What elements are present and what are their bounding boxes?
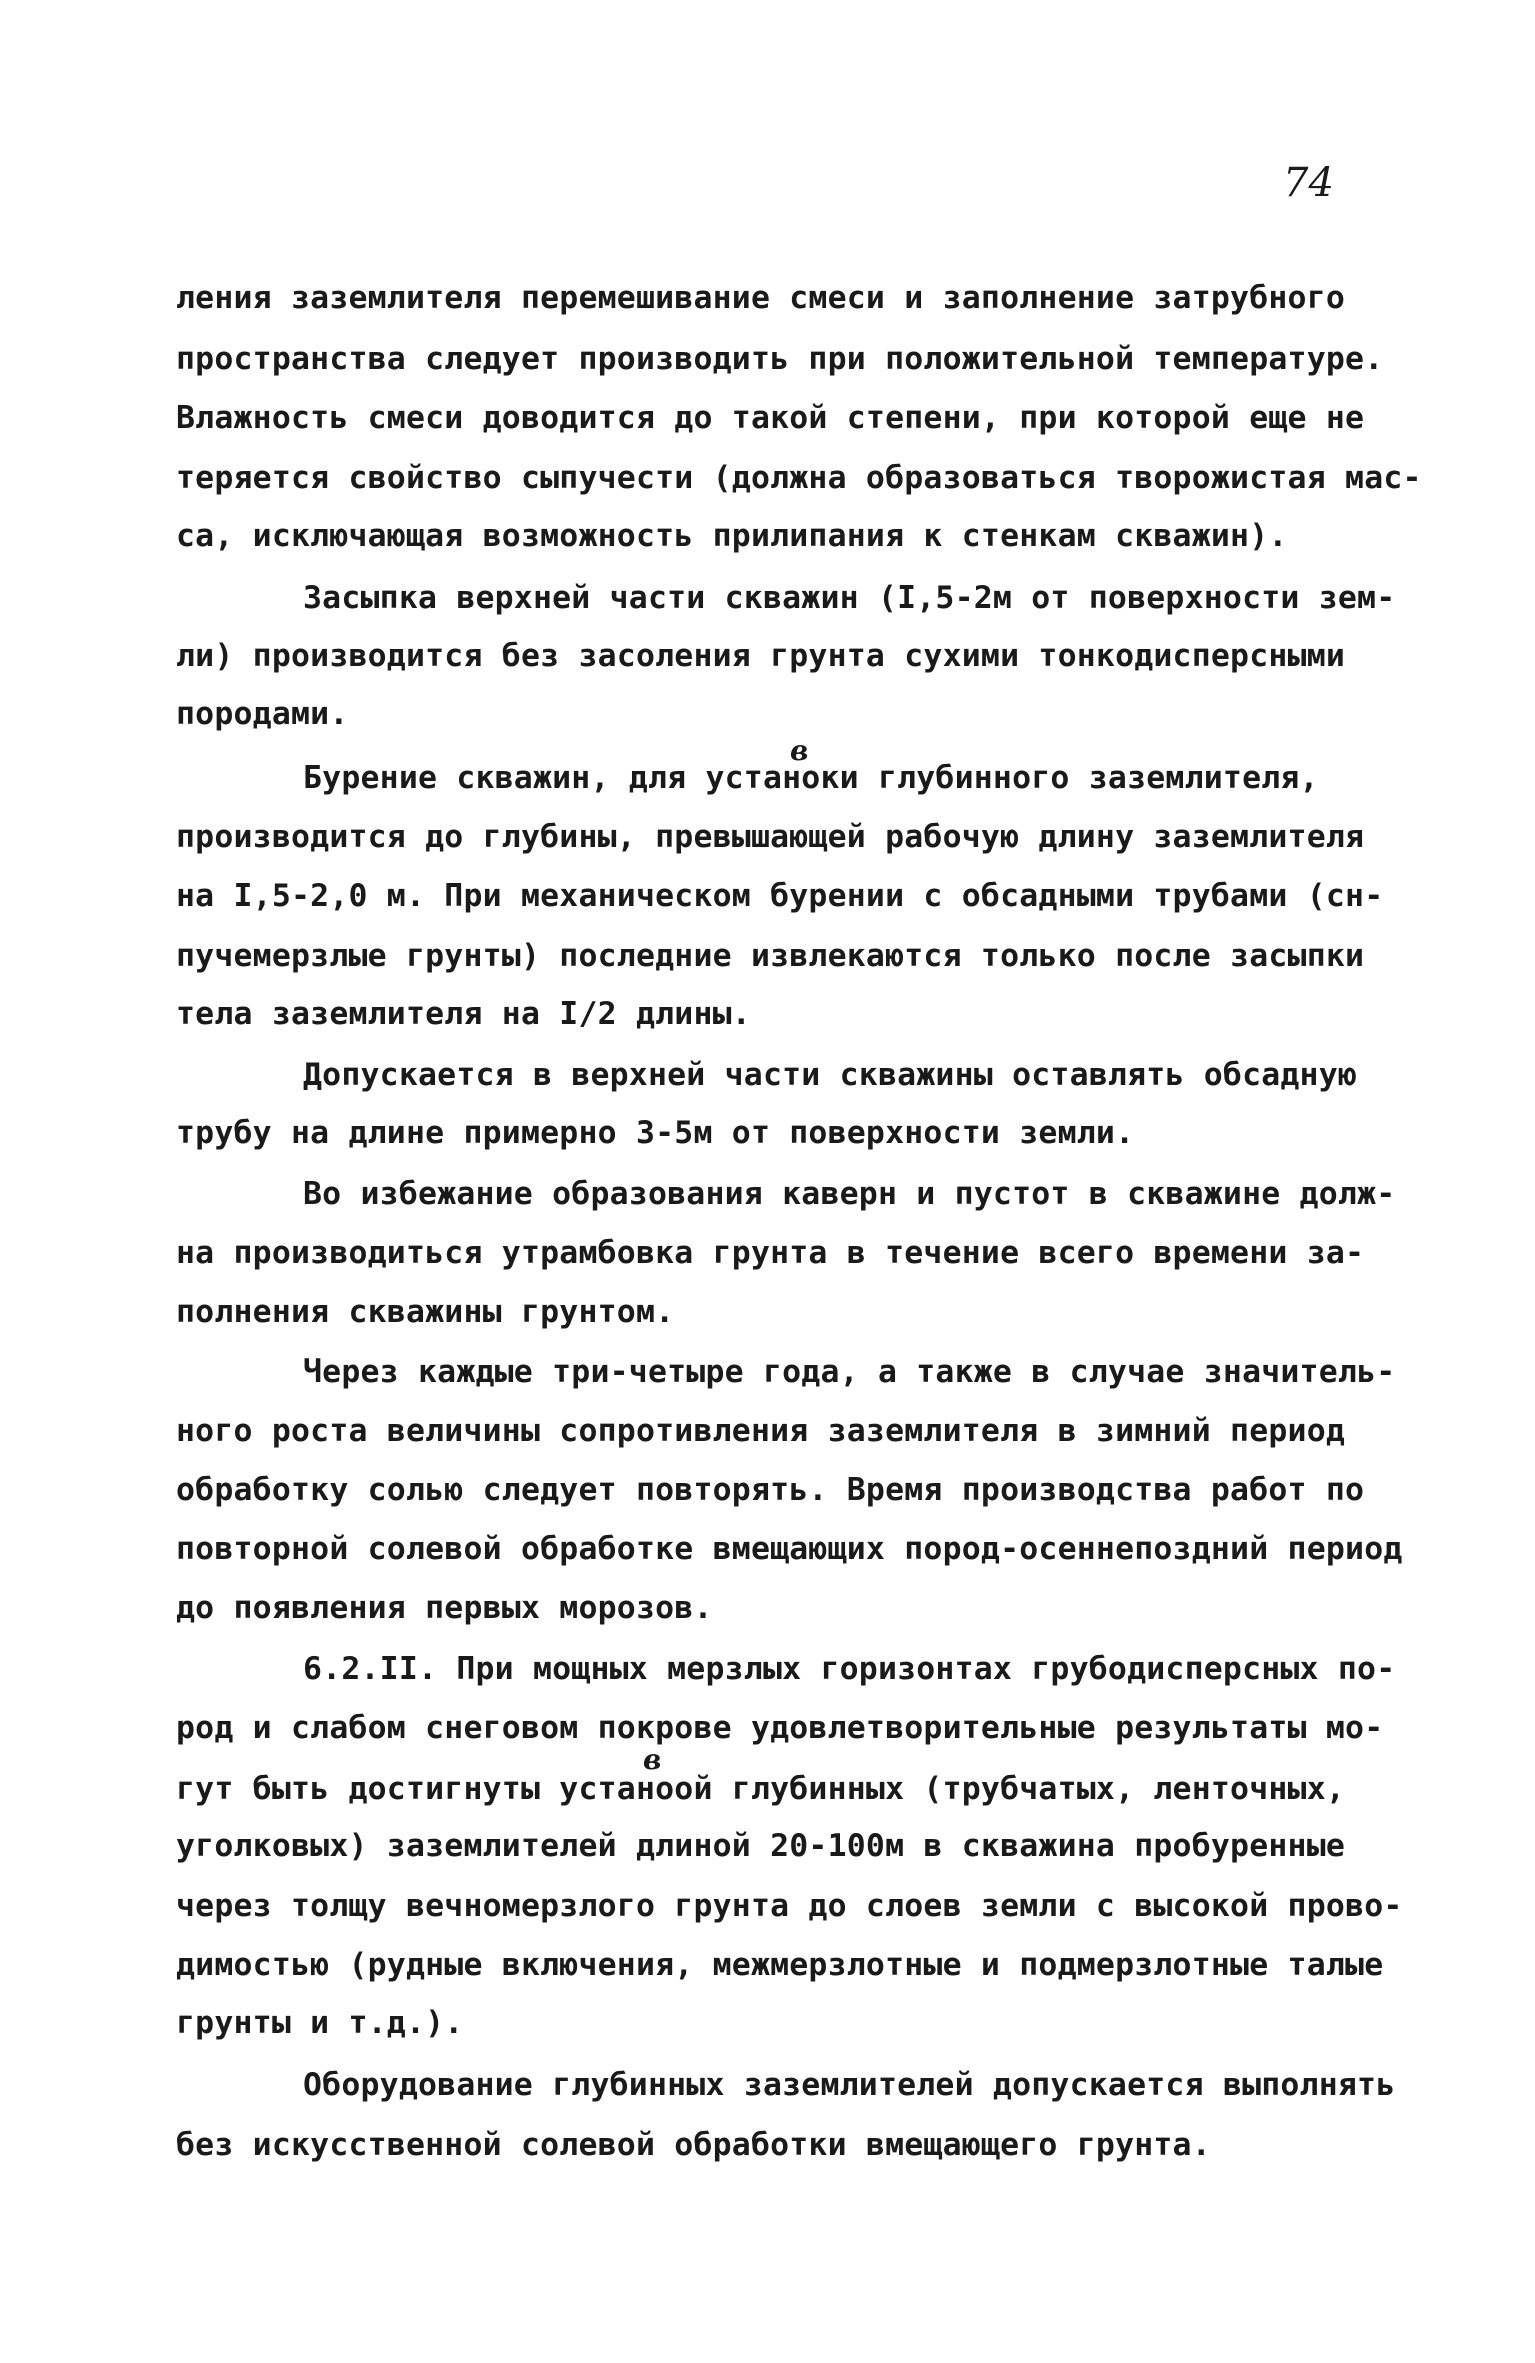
text-line: Во избежание образования каверн и пустот в скважине долж- <box>303 1176 1396 1212</box>
text-line: 6.2.II. При мощных мерзлых горизонтах грубодисперсных по- <box>303 1651 1396 1687</box>
text-line: до появления первых морозов. <box>176 1590 713 1626</box>
text-line: димостью (рудные включения, межмерзлотные и подмерзлотные талые <box>176 1947 1384 1983</box>
handwritten-insertion: в <box>643 1743 662 1776</box>
text-line: ли) производится без засоления грунта сухими тонкодисперсными <box>176 638 1346 674</box>
text-line: Засыпка верхней части скважин (I,5-2м от поверхности зем- <box>303 580 1396 616</box>
text-line: пространства следует производить при положительной температуре. <box>176 341 1384 377</box>
text-line: производится до глубины, превышающей рабочую длину заземлителя <box>176 819 1365 855</box>
text-line: теряется свойство сыпучести (должна образоваться творожистая мас- <box>176 460 1422 496</box>
text-line: обработку солью следует повторять. Время производства работ по <box>176 1472 1365 1508</box>
text-line: пучемерзлые грунты) последние извлекаются только после засыпки <box>176 938 1365 974</box>
text-line: полнения скважины грунтом. <box>176 1294 675 1330</box>
text-line: Допускается в верхней части скважины оставлять обсадную <box>303 1057 1358 1093</box>
text-line: уголковых) заземлителей длиной 20-100м в скважина пробуренные <box>176 1828 1346 1864</box>
handwritten-insertion: в <box>790 734 809 767</box>
text-line: Бурение скважин, для устаноки глубинного заземлителя, <box>303 760 1319 796</box>
text-line: Влажность смеси доводится до такой степени, при которой еще не <box>176 400 1365 436</box>
text-line: ления заземлителя перемешивание смеси и заполнение затрубного <box>176 280 1346 316</box>
text-line: породами. <box>176 696 349 732</box>
text-line: без искусственной солевой обработки вмещающего грунта. <box>176 2127 1211 2163</box>
text-line: на I,5-2,0 м. При механическом бурении с обсадными трубами (сн- <box>176 878 1384 914</box>
text-line: грунты и т.д.). <box>176 2005 464 2041</box>
page-number: 74 <box>1283 160 1334 206</box>
text-line: трубу на длине примерно 3-5м от поверхности земли. <box>176 1115 1135 1151</box>
text-line: гут быть достигнуты устаноой глубинных (трубчатых, ленточных, <box>176 1771 1346 1807</box>
text-line: через толщу вечномерзлого грунта до слоев земли с высокой прово- <box>176 1888 1403 1924</box>
text-line: повторной солевой обработке вмещающих пород-осеннепоздний период <box>176 1531 1403 1567</box>
text-line: Через каждые три-четыре года, а также в случае значитель- <box>303 1354 1396 1390</box>
text-line: Оборудование глубинных заземлителей допускается выполнять <box>303 2067 1396 2103</box>
text-line: тела заземлителя на I/2 длины. <box>176 996 751 1032</box>
text-line: род и слабом снеговом покрове удовлетворительные результаты мо- <box>176 1710 1384 1746</box>
text-line: са, исключающая возможность прилипания к стенкам скважин). <box>176 518 1288 554</box>
text-line: на производиться утрамбовка грунта в течение всего времени за- <box>176 1235 1365 1271</box>
text-line: ного роста величины сопротивления заземлителя в зимний период <box>176 1413 1346 1449</box>
